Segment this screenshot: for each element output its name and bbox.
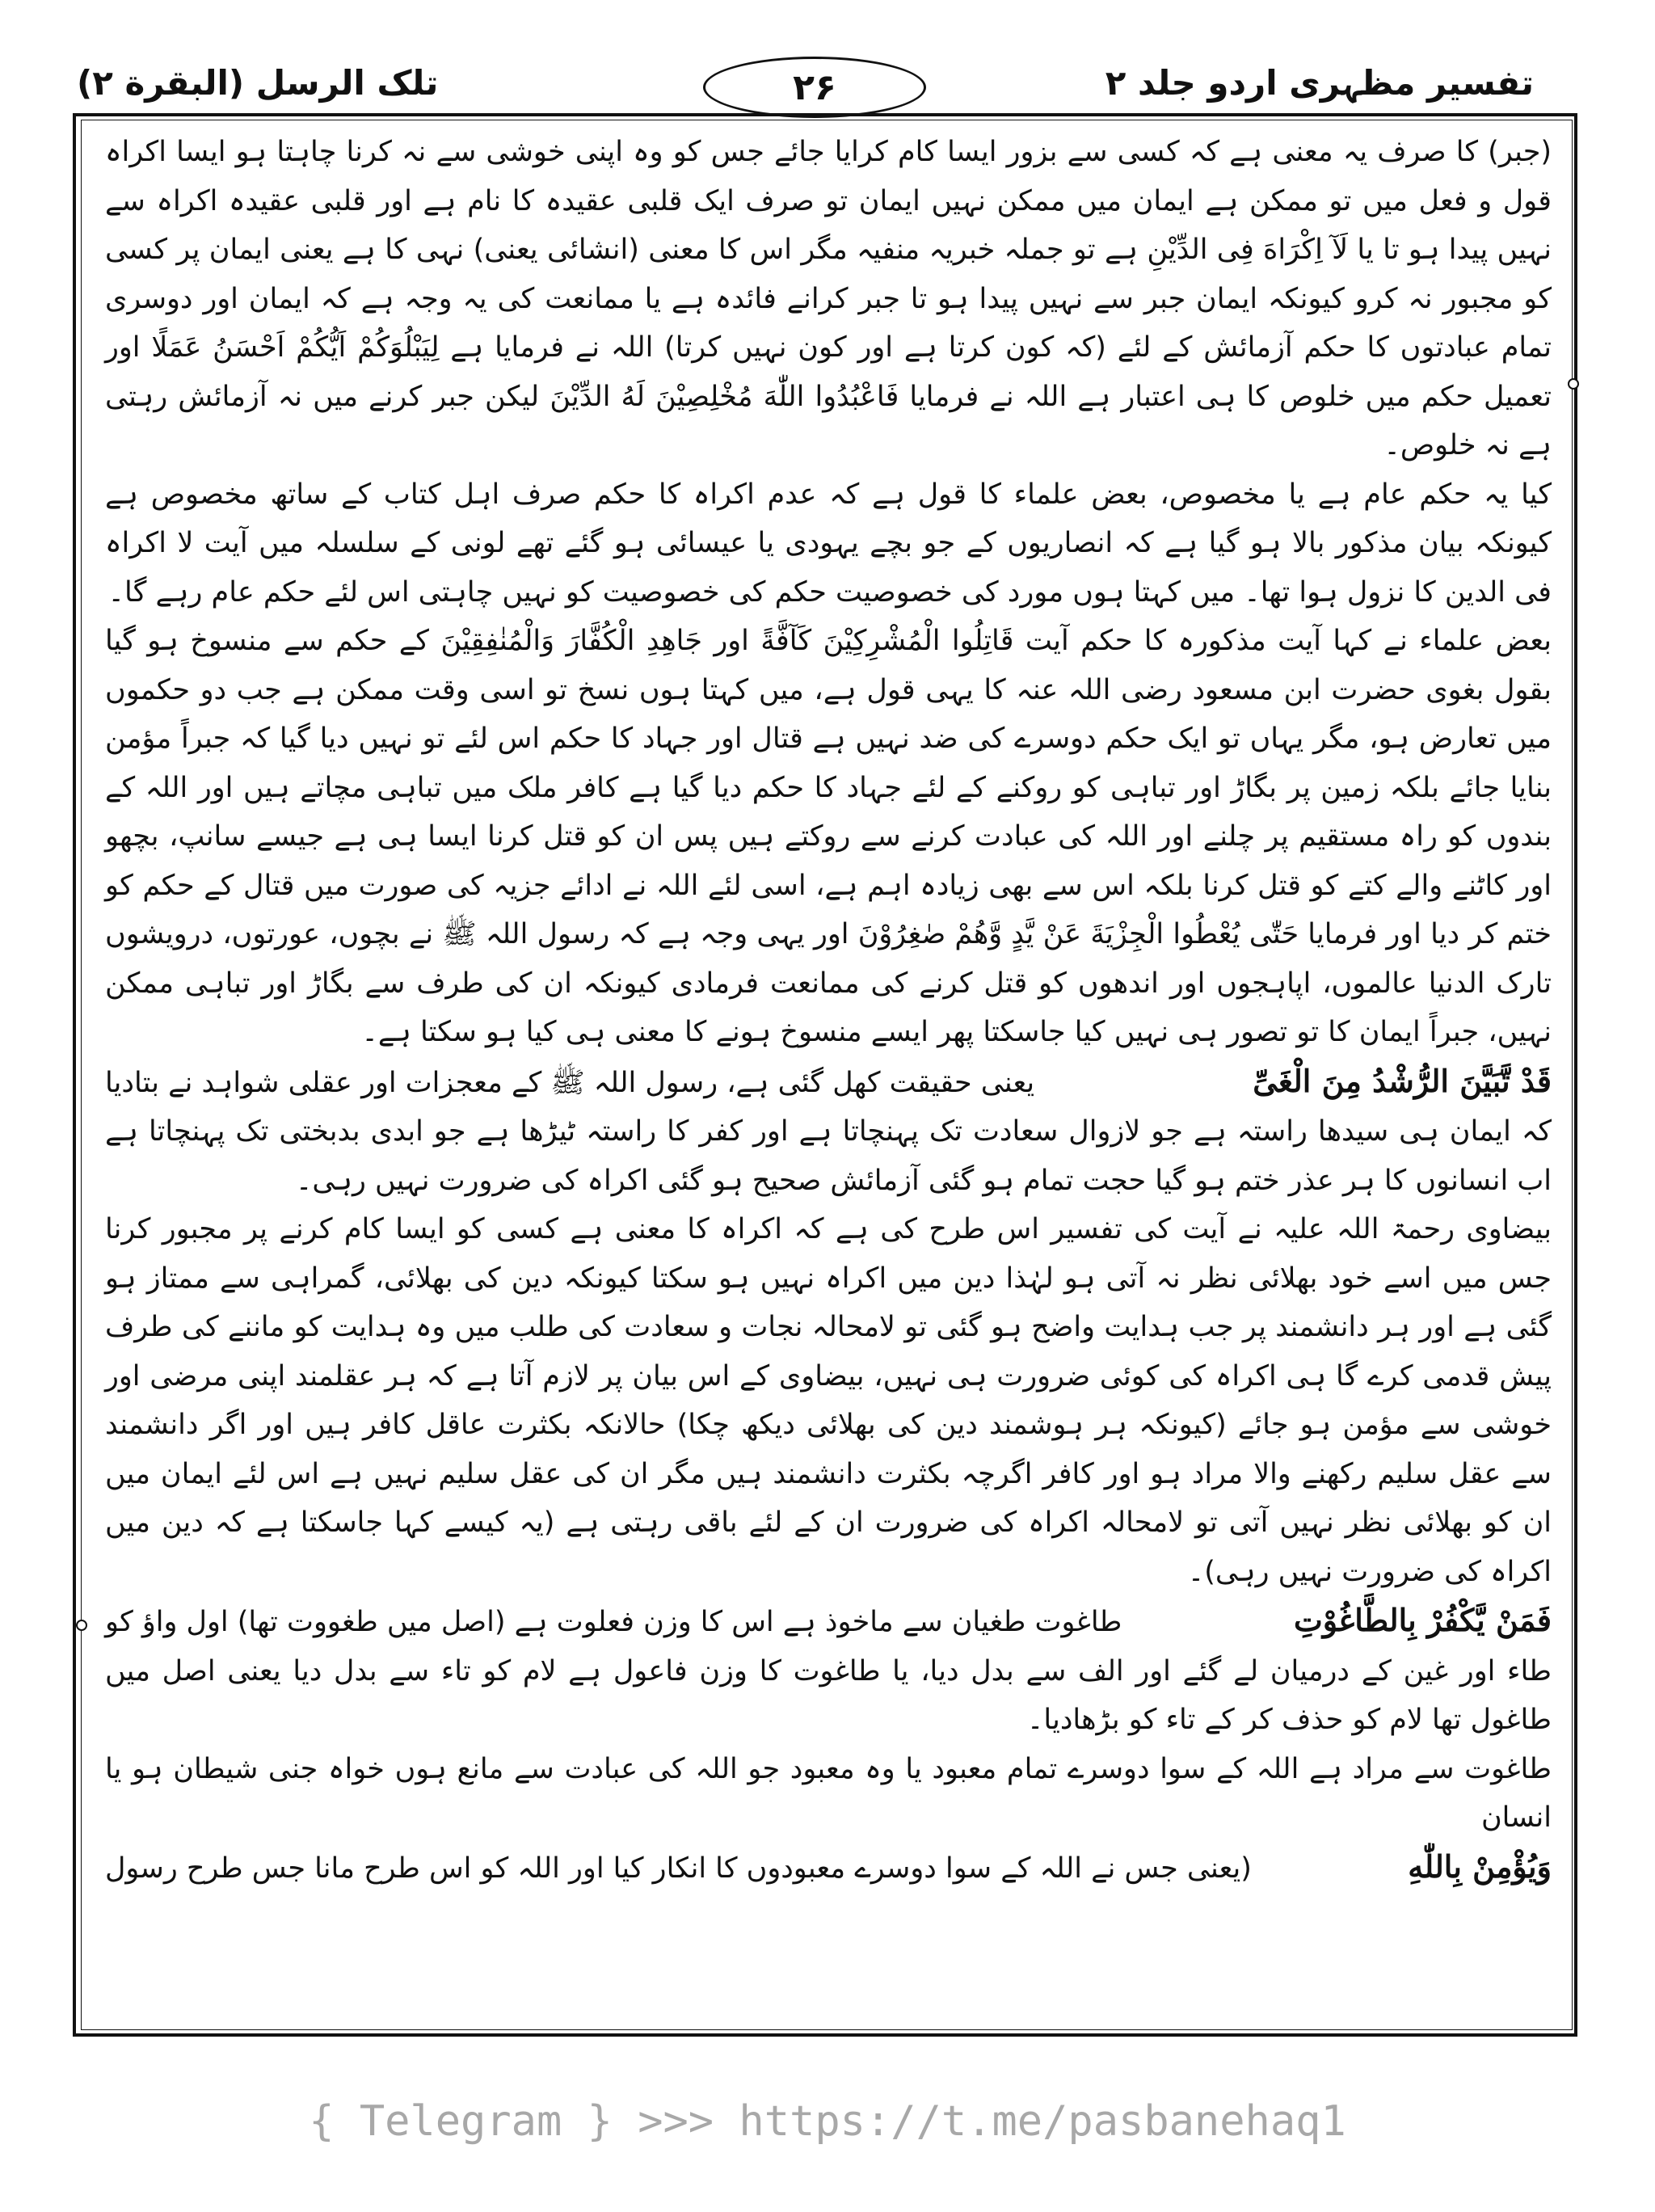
verse-line [105,1843,1552,1894]
frame-marker-left [76,1620,87,1631]
page-number: ۲۶ [793,66,836,108]
verse-arabic: فَمَنْ یَّکْفُرْ بِالطَّاغُوْتِ [1293,1602,1552,1638]
verse-line [105,1596,1552,1647]
verse-arabic: وَیُؤْمِنْ بِاللّٰهِ [1408,1848,1552,1885]
verse-arabic: قَدْ تَّبَیَّنَ الرُّشْدُ مِنَ الْغَیِّ [1253,1062,1552,1099]
frame-marker-right [1568,378,1579,390]
paragraph: بیضاوی رحمۃ اللہ علیہ نے آیت کی تفسیر اس طرح کی ہے کہ اکراہ کا معنی ہے کسی کو ایسا کام کرنے پر مجبور کرنا جس میں اسے خود بھلائی نظر نہ آتی ہو لہٰذا دین میں اکراہ نہیں ہو سکتا کیونکہ دین کی بھلائی، گمراہی سے ممتاز ہو گئی ہے اور ہر دانشمند پر جب ہدایت واضح ہو گئی تو لامحالہ نجات و سعادت کی طلب میں وہ ہدایت کو ماننے کی طرف پیش قدمی کرے گا ہی اکراہ کی کوئی ضرورت ہی نہیں، بیضاوی کے اس بیان پر لازم آتا ہے کہ ہر عقلمند اپنی مرضی اور خوشی سے مؤمن ہو جائے (کیونکہ ہر ہوشمند دین کی بھلائی دیکھ چکا) حالانکہ بکثرت عاقل کافر ہیں اور اگر دانشمند سے عقل سلیم رکھنے والا مراد ہو اور کافر اگرچہ بکثرت دانشمند ہیں مگر ان کی عقل سلیم نہیں ہے اس لئے ایمان میں ان کو بھلائی نظر نہیں آتی تو لامحالہ اکراہ کی ضرورت ان کے لئے باقی رہتی ہے (یہ کیسے کہا جاسکتا ہے کہ دین میں اکراہ کی ضرورت نہیں رہی)۔ [105,1213,1552,1588]
verse-gloss: (یعنی جس نے اللہ کے سوا دوسرے معبودوں کا انکار کیا اور اللہ کو اس طرح مانا جس طرح رسول [105,1852,1252,1885]
verse-gloss: یعنی حقیقت کھل گئی ہے، رسول اللہ ﷺ کے معجزات اور عقلی شواہد نے بتادیا [105,1066,1035,1099]
paragraph: طاء اور غین کے درمیان لے گئے اور الف سے بدل دیا، یا طاغوت کا وزن فاعول ہے لام کو تاء سے بدل دیا یعنی اصل میں طاغول تھا لام کو حذف کر کے تاء کو بڑھادیا۔ [105,1654,1552,1736]
verse-gloss: طاغوت طغیان سے ماخوذ ہے اس کا وزن فعلوت ہے (اصل میں طغووت تھا) اول واؤ کو [105,1606,1122,1638]
verse-line [105,1057,1552,1108]
watermark-link[interactable]: { Telegram } >>> https://t.me/pasbanehaq1 [309,2097,1346,2146]
header-title-left: تلک الرسل (البقرة ۲) [77,63,439,103]
page-body [105,128,1552,2027]
paragraph: کیا یہ حکم عام ہے یا مخصوص، بعض علماء کا قول ہے کہ عدم اکراہ کا حکم صرف اہل کتاب کے ساتھ مخصوص ہے کیونکہ بیان مذکور بالا ہو گیا ہے کہ انصاریوں کے جو بچے یہودی یا عیسائی ہو گئے تھے لونی کے سلسلہ میں آیت لا اکراہ فی الدین کا نزول ہوا تھا۔ میں کہتا ہوں مورد کی خصوصیت حکم کی خصوصیت کو نہیں چاہتی اس لئے حکم عام رہے گا۔ [105,478,1552,609]
paragraph: طاغوت سے مراد ہے اللہ کے سوا دوسرے تمام معبود یا وہ معبود جو اللہ کی عبادت سے مانع ہوں خواہ جنی شیطان ہو یا انسان [105,1752,1552,1834]
page-number-frame [703,57,926,118]
paragraph: بعض علماء نے کہا آیت مذکورہ کا حکم آیت قَاتِلُوا الْمُشْرِکِیْنَ کَآفَّةً اور جَاهِدِ الْکُفَّارَ وَالْمُنٰفِقِیْنَ کے حکم سے منسوخ ہو گیا بقول بغوی حضرت ابن مسعود رضی اللہ عنہ کا یہی قول ہے، میں کہتا ہوں نسخ تو اسی وقت ممکن ہے جب دو حکموں میں تعارض ہو، مگر یہاں تو ایک حکم دوسرے کی ضد نہیں ہے قتال اور جہاد کا حکم اس لئے تو نہیں دیا گیا کہ جبراً مؤمن بنایا جائے بلکہ زمین پر بگاڑ اور تباہی کو روکنے کے لئے جہاد کا حکم دیا گیا ہے کافر ملک میں تباہی مچاتے ہیں اور اللہ کے بندوں کو راہ مستقیم پر چلنے اور اللہ کی عبادت کرنے سے روکتے ہیں پس ان کو قتل کرنا ایسا ہی ہے جیسے سانپ، بچھو اور کاٹنے والے کتے کو قتل کرنا بلکہ اس سے بھی زیادہ اہم ہے، اسی لئے اللہ نے ادائے جزیہ کی صورت میں قتال کے حکم کو ختم کر دیا اور فرمایا حَتّٰی یُعْطُوا الْجِزْیَةَ عَنْ یَّدٍ وَّهُمْ صٰغِرُوْنَ اور یہی وجہ ہے کہ رسول اللہ ﷺ نے بچوں، عورتوں، درویشوں تارک الدنیا عالموں، اپاہجوں اور اندھوں کو قتل کرنے کی ممانعت فرمادی کیونکہ ان کی طرف سے بگاڑ اور تباہی ممکن نہیں، جبراً ایمان کا تو تصور ہی نہیں کیا جاسکتا پھر ایسے منسوخ ہونے کا معنی ہی کیا ہو سکتا ہے۔ [105,625,1552,1048]
paragraph: کہ ایمان ہی سیدھا راستہ ہے جو لازوال سعادت تک پہنچاتا ہے اور کفر کا راستہ ٹیڑھا ہے جو ابدی بدبختی تک پہنچاتا ہے اب انسانوں کا ہر عذر ختم ہو گیا حجت تمام ہو گئی آزمائش صحیح ہو گئی اکراہ کی ضرورت نہیں رہی۔ [105,1115,1552,1197]
paragraph: (جبر) کا صرف یہ معنی ہے کہ کسی سے بزور ایسا کام کرایا جائے جس کو وہ اپنی خوشی سے نہ کرنا چاہتا ہو ایسا اکراہ قول و فعل میں تو ممکن ہے ایمان میں ممکن نہیں ایمان تو صرف ایک قلبی عقیدہ کا نام ہے اور قلبی عقیدہ اکراہ سے نہیں پیدا ہو تا یا لَآ اِکْرَاهَ فِی الدِّیْنِ ہے تو جملہ خبریہ منفیہ مگر اس کا معنی (انشائی یعنی) نہی کا ہے یعنی ایمان پر کسی کو مجبور نہ کرو کیونکہ ایمان جبر سے نہیں پیدا ہو تا جبر کرانے فائدہ ہے یا ممانعت کی یہ وجہ ہے کہ ایمان اور دوسری تمام عبادتوں کا حکم آزمائش کے لئے (کہ کون کرتا ہے اور کون نہیں کرتا) اللہ نے فرمایا ہے لِیَبْلُوَکُمْ اَیُّکُمْ اَحْسَنُ عَمَلًا اور تعمیل حکم میں خلوص کا ہی اعتبار ہے اللہ نے فرمایا فَاعْبُدُوا اللّٰهَ مُخْلِصِیْنَ لَهُ الدِّیْنَ لیکن جبر کرنے میں نہ آزمائش رہتی ہے نہ خلوص۔ [105,136,1552,461]
header-title-right: تفسیر مظہری اردو جلد ۲ [1105,63,1534,103]
